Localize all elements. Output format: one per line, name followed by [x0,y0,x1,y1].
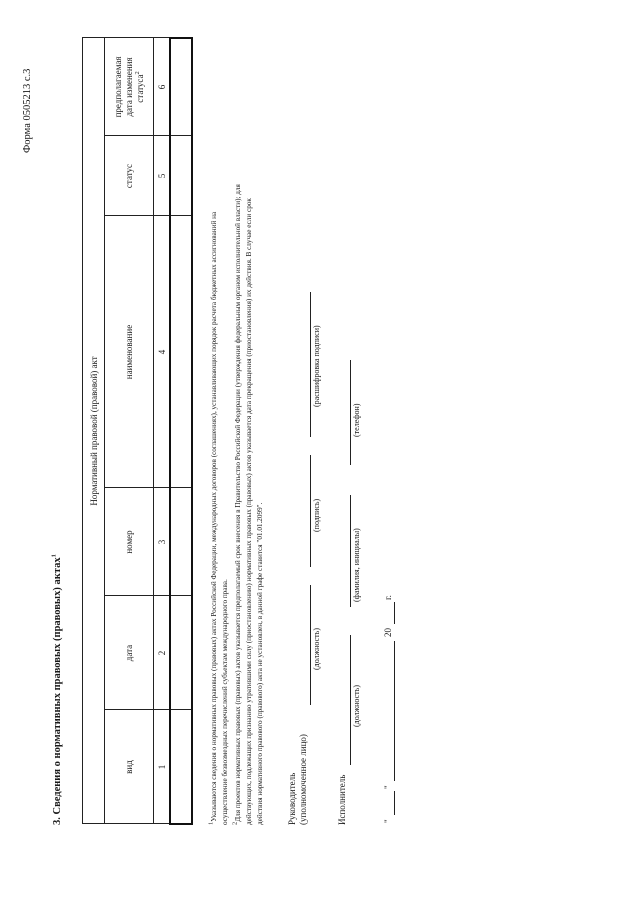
table-cell-date[interactable] [170,596,192,710]
footnote-2-continued: действующих, подлежащих признанию утратившими силу (приостановлению) нормативных правовых (правовых) актов указывается дата прекращения (приостановления) их действия. В случае если срок [245,198,253,825]
head-name-caption: (расшифровка подписи) [312,325,321,407]
executor-position-line[interactable] [350,635,351,765]
executor-phone-caption: (телефон) [352,403,361,437]
table-cell-kind[interactable] [170,710,192,824]
date-month-line[interactable] [394,641,395,781]
head-label: Руководитель [287,772,297,825]
col-header-kind: вид [105,710,154,824]
col-number: 4 [154,216,171,488]
footnote-2: $^2$Для проектов нормативных правовых (правовых) актов указывается предполагаемый срок внесения в Правительство Российской Федерации (утверждения федеральным органом исполнительной власти); для [231,184,242,825]
table-cell-expected-date[interactable] [170,38,192,136]
form-code: Форма 0505213 с.3 [22,68,33,153]
col-header-status: статус [105,136,154,216]
date-year-prefix: 20 [383,628,393,637]
normative-acts-table [82,37,193,825]
footnote-1: $^1$Указываются сведения о нормативных правовых (правовых) актах Российской Федерации, международных договоров (соглашениях), устанавливающих порядок расчета бюджетных ассигнований на [207,211,218,825]
table-cell-number[interactable] [170,488,192,596]
table-cell-status[interactable] [170,136,192,216]
head-position-line[interactable] [310,585,311,705]
group-header: Нормативный правовой (правовой) акт [83,38,105,824]
col-number: 5 [154,136,171,216]
head-position-caption: (должность) [312,628,321,670]
col-number: 3 [154,488,171,596]
col-number: 2 [154,596,171,710]
date-suffix: г. [383,595,393,600]
executor-name-line[interactable] [350,495,351,607]
col-header-name: наименование [105,216,154,488]
table-cell-name[interactable] [170,216,192,488]
executor-phone-line[interactable] [350,360,351,465]
executor-label: Исполнитель [337,774,347,825]
footnote-1-continued: осуществление безвозмездных перечислений субъектам международного права. [221,579,229,825]
col-header-number: номер [105,488,154,596]
head-signature-line[interactable] [310,455,311,567]
date-day-line[interactable] [394,791,395,815]
executor-position-caption: (должность) [352,685,361,727]
col-header-date: дата [105,596,154,710]
col-number: 6 [154,38,171,136]
date-close-quote: " [383,785,393,789]
section-title: 3. Сведения о нормативных правовых (правовых) актах$^1$ [50,554,63,825]
head-name-line[interactable] [310,292,311,437]
head-signature-caption: (подпись) [312,498,321,532]
footnote-2-continued: действия нормативного правового (правового) акта не установлен, в данной графе ставится "01.01.2099". [256,502,264,825]
section-title-footnote-mark: 1 [50,554,58,558]
col-header-footnote-mark: 2 [133,71,141,75]
col-number: 1 [154,710,171,824]
date-open-quote: " [383,819,393,823]
date-year-line[interactable] [394,602,395,624]
head-label-sub: (уполномоченное лицо) [298,734,308,825]
executor-name-caption: (фамилия, инициалы) [352,528,361,602]
col-header-expected-status-change-date: предполагаемая дата изменения статуса$^2$ [105,38,154,136]
